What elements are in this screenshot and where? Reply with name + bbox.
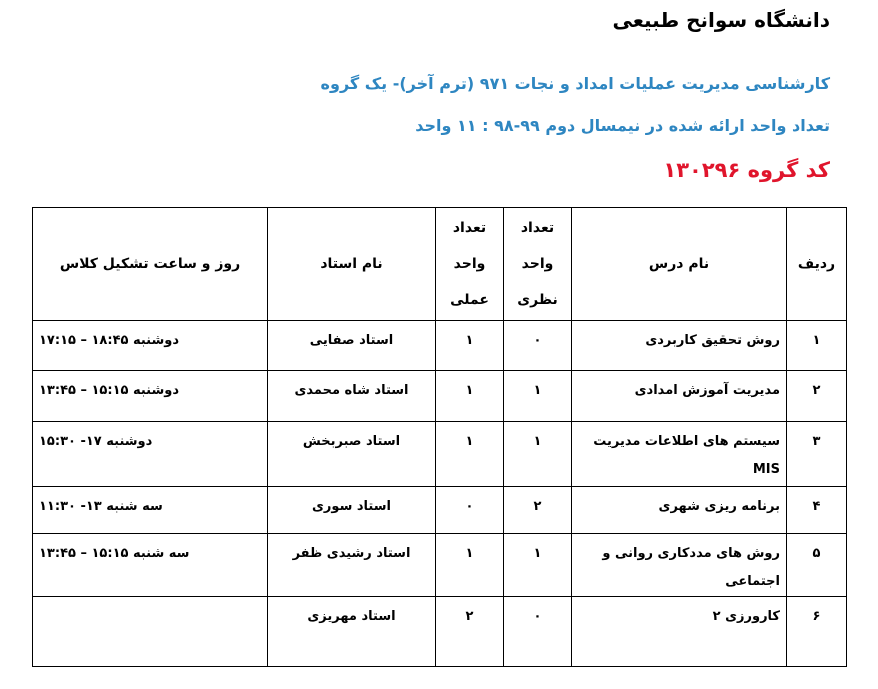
course-name: روش های مددکاری روانی و اجتماعی bbox=[572, 534, 787, 597]
theory-units: ۲ bbox=[504, 487, 572, 534]
class-schedule: دوشنبه ۱۸:۴۵ – ۱۷:۱۵ bbox=[33, 321, 268, 371]
theory-units: ۰ bbox=[504, 597, 572, 667]
row-number: ۵ bbox=[787, 534, 847, 597]
col-header-schedule: روز و ساعت تشکیل کلاس bbox=[33, 208, 268, 321]
row-number: ۶ bbox=[787, 597, 847, 667]
col-header-course: نام درس bbox=[572, 208, 787, 321]
col-header-theory-units: تعداد واحد نظری bbox=[504, 208, 572, 321]
theory-units: ۱ bbox=[504, 371, 572, 422]
course-name: کارورزی ۲ bbox=[572, 597, 787, 667]
table-row bbox=[33, 371, 847, 422]
units-summary: تعداد واحد ارائه شده در نیمسال دوم ۹۹-۹۸ : ۱۱ واحد bbox=[415, 116, 830, 135]
theory-units: ۱ bbox=[504, 534, 572, 597]
row-number: ۴ bbox=[787, 487, 847, 534]
col-header-row: ردیف bbox=[787, 208, 847, 321]
class-schedule bbox=[33, 597, 268, 667]
course-name: برنامه ریزی شهری bbox=[572, 487, 787, 534]
practical-units: ۰ bbox=[436, 487, 504, 534]
table-row bbox=[33, 487, 847, 534]
col-header-teacher: نام استاد bbox=[268, 208, 436, 321]
university-title: دانشگاه سوانح طبیعی bbox=[612, 8, 830, 32]
theory-units: ۱ bbox=[504, 422, 572, 487]
course-name: روش تحقیق کاربردی bbox=[572, 321, 787, 371]
teacher-name: استاد صفایی bbox=[268, 321, 436, 371]
teacher-name: استاد سوری bbox=[268, 487, 436, 534]
table-row bbox=[33, 597, 847, 667]
program-title: کارشناسی مدیریت عملیات امداد و نجات ۹۷۱ (ترم آخر)- یک گروه bbox=[320, 74, 830, 93]
practical-units: ۱ bbox=[436, 422, 504, 487]
table-row bbox=[33, 321, 847, 371]
course-name: سیستم های اطلاعات مدیریت MIS bbox=[572, 422, 787, 487]
row-number: ۲ bbox=[787, 371, 847, 422]
class-schedule: دوشنبه ۱۷- ۱۵:۳۰ bbox=[33, 422, 268, 487]
table-body bbox=[33, 321, 847, 667]
practical-units: ۱ bbox=[436, 371, 504, 422]
practical-units: ۲ bbox=[436, 597, 504, 667]
theory-units: ۰ bbox=[504, 321, 572, 371]
header-row bbox=[33, 208, 847, 321]
table-header bbox=[33, 208, 847, 321]
teacher-name: استاد مهریزی bbox=[268, 597, 436, 667]
group-code: کد گروه ۱۳۰۲۹۶ bbox=[663, 158, 830, 182]
table-row bbox=[33, 534, 847, 597]
col-header-practical-units: تعداد واحد عملی bbox=[436, 208, 504, 321]
row-number: ۱ bbox=[787, 321, 847, 371]
teacher-name: استاد شاه محمدی bbox=[268, 371, 436, 422]
class-schedule: سه شنبه ۱۳- ۱۱:۳۰ bbox=[33, 487, 268, 534]
practical-units: ۱ bbox=[436, 321, 504, 371]
row-number: ۳ bbox=[787, 422, 847, 487]
teacher-name: استاد صبربخش bbox=[268, 422, 436, 487]
class-schedule: سه شنبه ۱۵:۱۵ – ۱۳:۴۵ bbox=[33, 534, 268, 597]
practical-units: ۱ bbox=[436, 534, 504, 597]
table-row bbox=[33, 422, 847, 487]
teacher-name: استاد رشیدی ظفر bbox=[268, 534, 436, 597]
class-schedule: دوشنبه ۱۵:۱۵ – ۱۳:۴۵ bbox=[33, 371, 268, 422]
course-schedule-table bbox=[32, 207, 847, 667]
course-name: مدیریت آموزش امدادی bbox=[572, 371, 787, 422]
